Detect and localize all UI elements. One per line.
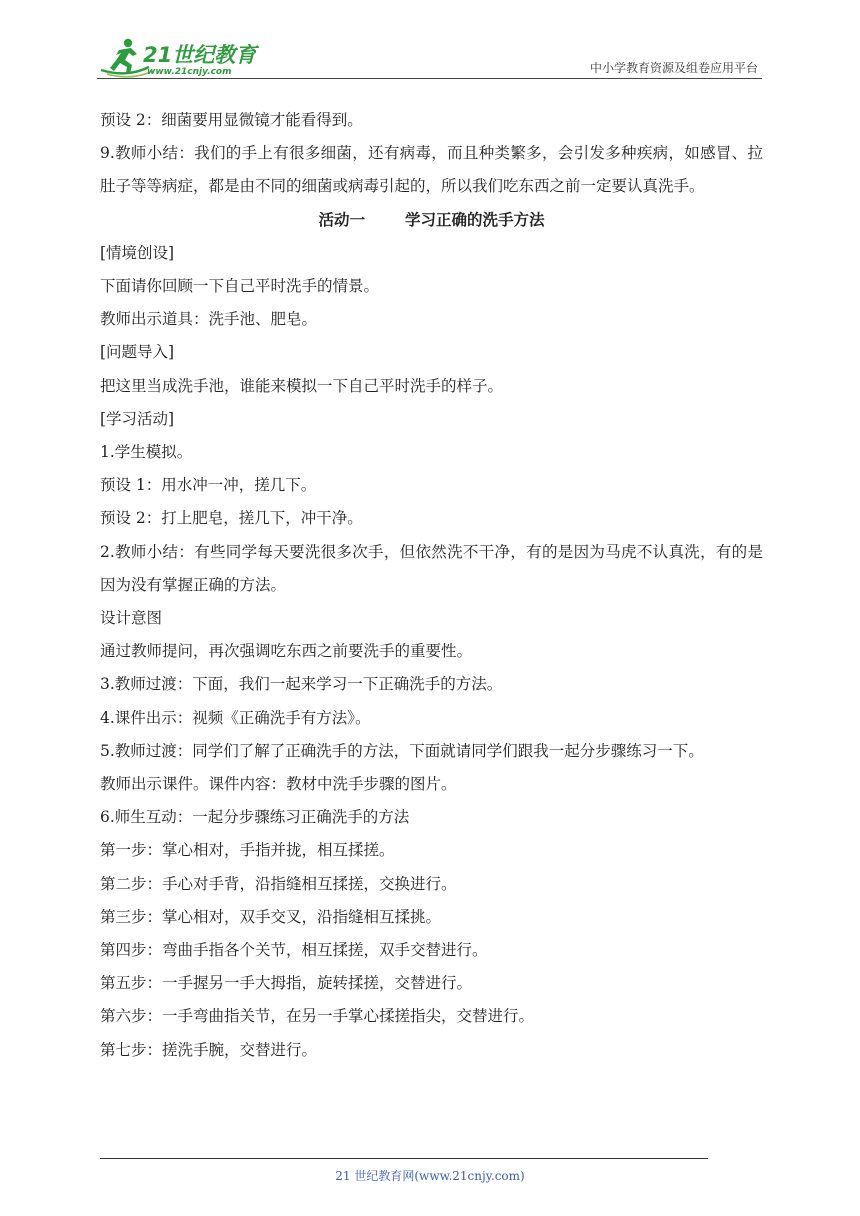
header-divider xyxy=(97,78,762,79)
step-line: 第四步：弯曲手指各个关节，相互揉搓，双手交替进行。 xyxy=(100,941,488,960)
section-heading xyxy=(100,204,763,237)
text-line: 1.学生模拟。 xyxy=(100,443,193,462)
document-body xyxy=(100,104,763,1067)
footer-divider xyxy=(100,1158,708,1159)
page-header xyxy=(97,34,762,80)
paragraph: 预设 2：细菌要用显微镜才能看得到。 xyxy=(100,111,363,129)
text-line: 预设 1：用水冲一冲，搓几下。 xyxy=(100,476,317,495)
paragraph: 2.教师小结：有些同学每天要洗很多次手，但依然洗不干净，有的是因为马虎不认真洗，有的是因为没有掌握正确的方法。 xyxy=(100,542,763,594)
step-line: 第七步：搓洗手腕，交替进行。 xyxy=(100,1040,318,1059)
site-logo xyxy=(97,34,267,80)
text-line: [情境创设] xyxy=(100,243,175,262)
text-line: [问题导入] xyxy=(100,343,175,362)
step-line: 第六步：一手弯曲指关节，在另一手掌心揉搓指尖，交替进行。 xyxy=(100,1007,535,1026)
text-line: 通过教师提问，再次强调吃东西之前要洗手的重要性。 xyxy=(100,642,473,661)
text-line: 6.师生互动：一起分步骤练习正确洗手的方法 xyxy=(100,808,410,827)
text-line: 5.教师过渡：同学们了解了正确洗手的方法，下面就请同学们跟我一起分步骤练习一下。 xyxy=(100,741,704,760)
heading-title: 学习正确的洗手方法 xyxy=(405,210,545,229)
svg-text:21世纪教育: 21世纪教育 xyxy=(143,43,257,67)
heading-activity: 活动一 xyxy=(318,210,365,229)
paragraph: 9.教师小结：我们的手上有很多细菌，还有病毒，而且种类繁多，会引发多种疾病，如感冒、拉肚子等等病症，都是由不同的细菌或病毒引起的，所以我们吃东西之前一定要认真洗手。 xyxy=(100,144,763,196)
text-line: 把这里当成洗手池，谁能来模拟一下自己平时洗手的样子。 xyxy=(100,376,504,395)
text-line: 教师出示道具：洗手池、肥皂。 xyxy=(100,310,318,329)
text-line: 3.教师过渡：下面，我们一起来学习一下正确洗手的方法。 xyxy=(100,675,503,694)
step-line: 第一步：掌心相对，手指并拢，相互揉搓。 xyxy=(100,841,395,860)
text-line: 设计意图 xyxy=(100,609,163,628)
platform-name: 中小学教育资源及组卷应用平台 xyxy=(589,61,758,75)
text-line: 教师出示课件。课件内容：教材中洗手步骤的图片。 xyxy=(100,775,457,794)
text-line: 预设 2：打上肥皂，搓几下，冲干净。 xyxy=(100,509,363,528)
text-line: [学习活动] xyxy=(100,409,175,428)
step-line: 第二步：手心对手背，沿指缝相互揉搓，交换进行。 xyxy=(100,874,457,893)
svg-text:www.21cnjy.com: www.21cnjy.com xyxy=(147,67,232,77)
text-line: 4.课件出示：视频《正确洗手有方法》。 xyxy=(100,708,371,727)
step-line: 第三步：掌心相对，双手交叉，沿指缝相互揉挑。 xyxy=(100,907,442,926)
step-line: 第五步：一手握另一手大拇指，旋转揉搓，交替进行。 xyxy=(100,974,473,993)
text-line: 下面请你回顾一下自己平时洗手的情景。 xyxy=(100,277,380,296)
footer-link[interactable]: 21 世纪教育网(www.21cnjy.com) xyxy=(335,1169,525,1183)
